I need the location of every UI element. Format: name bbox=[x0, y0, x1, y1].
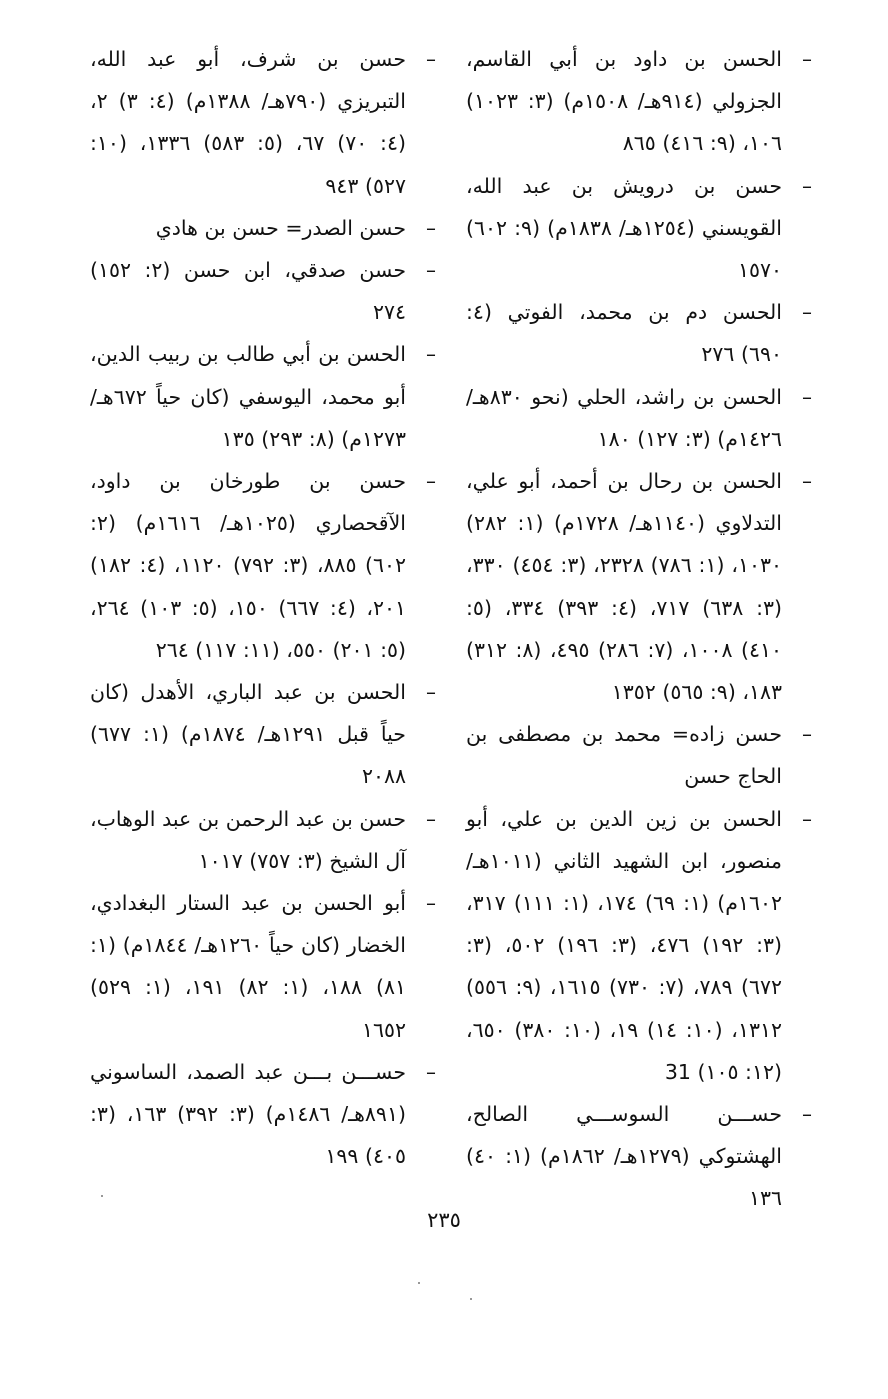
index-entry bbox=[466, 713, 812, 797]
entry-text: حسن بن شرف، أبو عبد الله، التبريزي (٧٩٠هـ/ ١٣٨٨م) (٤: ٣) ٢، (٤: ٧٠) ٦٧، (٥: ٥٨٣) ١٣٣٦، (١٠: ٥٢٧) ٩٤٣ bbox=[90, 47, 406, 198]
entry-text: الحسن بن عبد الباري، الأهدل (كان حياً قبل ١٢٩١هـ/ ١٨٧٤م) (١: ٦٧٧) ٢٠٨٨ bbox=[90, 680, 406, 789]
entry-text: الحسن دم بن محمد، الفوتي (٤: ٦٩٠) ٢٧٦ bbox=[466, 300, 782, 367]
index-entry bbox=[466, 798, 812, 1093]
index-entry bbox=[90, 38, 436, 207]
entry-dash: – bbox=[802, 47, 812, 71]
entry-text: الحسن بن أبي طالب بن ربيب الدين، أبو محمد، اليوسفي (كان حياً ٦٧٢هـ/ ١٢٧٣م) (٨: ٢٩٣) ١٣٥ bbox=[90, 342, 406, 451]
entry-dash: – bbox=[802, 173, 812, 198]
index-entry bbox=[466, 1093, 812, 1220]
entry-dash: – bbox=[426, 806, 436, 831]
entry-dash: – bbox=[426, 215, 436, 240]
entry-dash: – bbox=[802, 806, 812, 831]
entry-text: حســـن بـــن عبد الصمد، الساسوني (٨٩١هـ/ ١٤٨٦م) (٣: ٣٩٢) ١٦٣، (٣: ٤٠٥) ١٩٩ bbox=[90, 1059, 406, 1169]
index-entry bbox=[466, 460, 812, 713]
entry-text: أبو الحسن بن عبد الستار البغدادي، الخضار (كان حياً ١٢٦٠هـ/ ١٨٤٤م) (١: ٨١) ١٨٨، (١: ٨٢) ١٩١، (١: ٥٢٩) ١٦٥٢ bbox=[90, 891, 406, 1042]
index-entry bbox=[90, 882, 436, 1051]
index-entry bbox=[90, 1051, 436, 1178]
entry-dash: – bbox=[426, 891, 436, 916]
entry-text: الحسن بن داود بن أبي القاسم، الجزولي (٩١٤هـ/ ١٥٠٨م) (٣: ١٠٢٣) ١٠٦، (٩: ٤١٦) ٨٦٥ bbox=[466, 47, 782, 156]
entry-dash: – bbox=[426, 342, 436, 367]
entry-text: حسن صدقي، ابن حسن (٢: ١٥٢) ٢٧٤ bbox=[90, 258, 406, 325]
entry-text: حسن بن عبد الرحمن بن عبد الوهاب، آل الشيخ (٣: ٧٥٧) ١٠١٧ bbox=[90, 806, 406, 873]
entry-text: حســـن السوســـي الصالح، الهشتوكي (١٢٧٩هـ/ ١٨٦٢م) (١: ٤٠) ١٣٦ bbox=[466, 1102, 782, 1211]
entry-dash: – bbox=[426, 680, 436, 705]
scan-speck bbox=[470, 1298, 472, 1300]
page-number: ٢٣٥ bbox=[427, 1208, 461, 1232]
index-entry bbox=[466, 376, 812, 460]
entry-dash: – bbox=[802, 384, 812, 409]
index-entry bbox=[90, 671, 436, 798]
entry-dash: – bbox=[802, 300, 812, 325]
entry-text: حسن الصدر= حسن بن هادي bbox=[155, 215, 406, 240]
index-entry bbox=[466, 165, 812, 292]
entry-text: حسن بن طورخان بن داود، الآقحصاري (١٠٢٥هـ/ ١٦١٦م) (٢: ٦٠٢) ٨٨٥، (٣: ٧٩٢) ١١٢٠، (٤: ١٨٢) ٢٠١، (٤: ٦٦٧) ١٥٠، (٥: ١٠٣) ٢٦٤، (٥: ٢٠١) ٥٥٠، (١١: ١١٧) ٢٦٤ bbox=[90, 469, 407, 662]
index-entry bbox=[466, 38, 812, 165]
entry-dash: – bbox=[426, 1059, 436, 1084]
index-entry bbox=[90, 207, 436, 249]
entry-text: الحسن بن زين الدين بن علي، أبو منصور، ابن الشهيد الثاني (١٠١١هـ/ ١٦٠٢م) (١: ٦٩) ١٧٤، (١: ١١١) ٣١٧، (٣: ١٩٢) ٤٧٦، (٣: ١٩٦) ٥٠٢، (٣: ٦٧٢) ٧٨٩، (٧: ٧٣٠) ١٦١٥، (٩: ٥٥٦) ١٣١٢، (١٠: ١٤) ١٩، (١٠: ٣٨٠) ٦٥٠، (١٢: ١٠٥) 31 bbox=[466, 806, 783, 1084]
entry-text: الحسن بن رحال بن أحمد، أبو علي، التدلاوي (١١٤٠هـ/ ١٧٢٨م) (١: ٢٨٢) ١٠٣٠، (١: ٧٨٦) ٢٣٢٨، (٣: ٤٥٤) ٣٣٠، (٣: ٦٣٨) ٧١٧، (٤: ٣٩٣) ٣٣٤، (٥: ٤١٠) ١٠٠٨، (٧: ٢٨٦) ٤٩٥، (٨: ٣١٢) ١٨٣، (٩: ٥٦٥) ١٣٥٢ bbox=[466, 469, 783, 705]
index-entry bbox=[466, 291, 812, 375]
entry-dash: – bbox=[802, 1102, 812, 1127]
entry-dash: – bbox=[426, 258, 436, 283]
entry-text: الحسن بن راشد، الحلي (نحو ٨٣٠هـ/ ١٤٢٦م) (٣: ١٢٧) ١٨٠ bbox=[466, 384, 782, 451]
entry-text: حسن بن درويش بن عبد الله، القويسني (١٢٥٤هـ/ ١٨٣٨م) (٩: ٦٠٢) ١٥٧٠ bbox=[466, 173, 782, 283]
entry-dash: – bbox=[426, 469, 436, 494]
scan-speck bbox=[418, 1282, 420, 1284]
index-column-right bbox=[466, 38, 812, 1220]
index-column-left bbox=[90, 38, 436, 1177]
scan-speck bbox=[101, 1195, 103, 1197]
index-entry bbox=[90, 333, 436, 460]
entry-text: حسن زاده= محمد بن مصطفى بن الحاج حسن bbox=[466, 722, 782, 789]
index-entry bbox=[90, 460, 436, 671]
index-entry bbox=[90, 798, 436, 882]
index-entry bbox=[90, 249, 436, 333]
entry-dash: – bbox=[802, 469, 812, 494]
entry-dash: – bbox=[426, 47, 436, 71]
entry-dash: – bbox=[802, 722, 812, 747]
